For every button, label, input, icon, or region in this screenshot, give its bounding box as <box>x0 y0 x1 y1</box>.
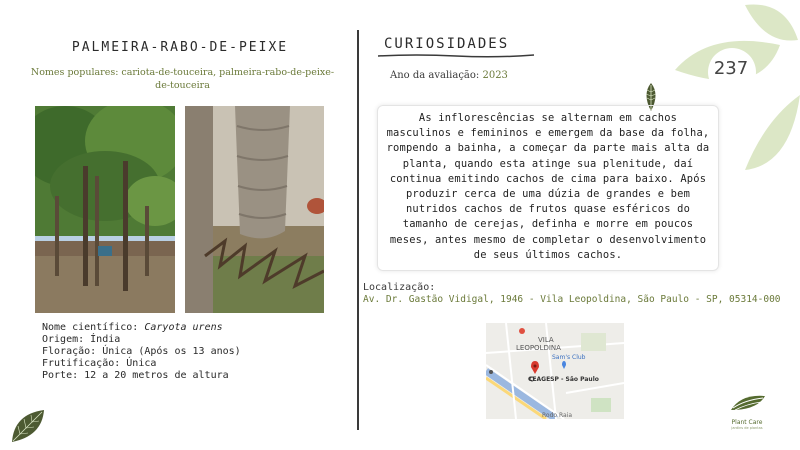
brand-subtitle: jardins de plantas <box>731 426 763 430</box>
map-district-1: VILA <box>538 336 554 344</box>
map-poi-ceagesp: CEAGESP - São Paulo <box>528 376 599 383</box>
page-number: 237 <box>713 58 749 79</box>
photo-trunk <box>185 106 324 313</box>
location-map[interactable] <box>486 323 624 419</box>
curiosities-text: As inflorescências se alternam em cachos masculinos e femininos e emergem da base da folha, rompendo a bainha, a começar da parte mais alta da planta, quando esta atinge sua plenitude, daí continua emitindo cachos de cima para baixo. Após produzir cerca de uma dúzia de grandes e bem nutridos cachos de frutos quase esféricos do tamanho de cerejas, definha e morre em poucos meses, antes mesmo de completar o desenvolvimento de seus últimos cachos. <box>386 112 710 261</box>
evaluation-value: 2023 <box>482 70 508 81</box>
flowering: Floração: Única (Após os 13 anos) <box>42 346 241 357</box>
scientific-value: Caryota urens <box>144 322 223 333</box>
brand-logo <box>722 392 772 430</box>
scientific-name <box>42 322 241 334</box>
size: Porte: 12 a 20 metros de altura <box>42 370 229 381</box>
brand-leaf-icon <box>727 392 767 414</box>
scientific-label: Nome científico: <box>42 322 145 333</box>
location-address: Av. Dr. Gastão Vidigal, 1946 - Vila Leopoldina, São Paulo - SP, 05314-000 <box>363 294 781 305</box>
curiosities-title: CURIOSIDADES <box>384 36 510 52</box>
location-label: Localização: <box>363 282 436 293</box>
origin: Origem: Índia <box>42 334 121 345</box>
plant-info <box>42 322 241 382</box>
map-district-2: LEOPOLDINA <box>516 344 561 352</box>
leaf-icon-bottom <box>8 406 48 446</box>
decorative-leaves <box>670 0 800 180</box>
vertical-divider <box>357 30 359 430</box>
map-poi-sams: Sam's Club <box>552 354 586 361</box>
map-road: Rodo Raia <box>542 412 573 419</box>
curiosities-box <box>377 105 719 271</box>
evaluation-label: Ano da avaliação: <box>390 70 483 81</box>
fruiting: Frutificação: Única <box>42 358 157 369</box>
plant-title: PALMEIRA-RABO-DE-PEIXE <box>71 40 289 55</box>
brand-name: Plant Care <box>731 419 763 426</box>
title-underline <box>376 52 536 60</box>
evaluation-year <box>390 70 508 81</box>
photo-trees <box>35 106 175 313</box>
popular-names: Nomes populares: cariota-de-touceira, palmeira-rabo-de-peixe-de-touceira <box>30 67 335 91</box>
